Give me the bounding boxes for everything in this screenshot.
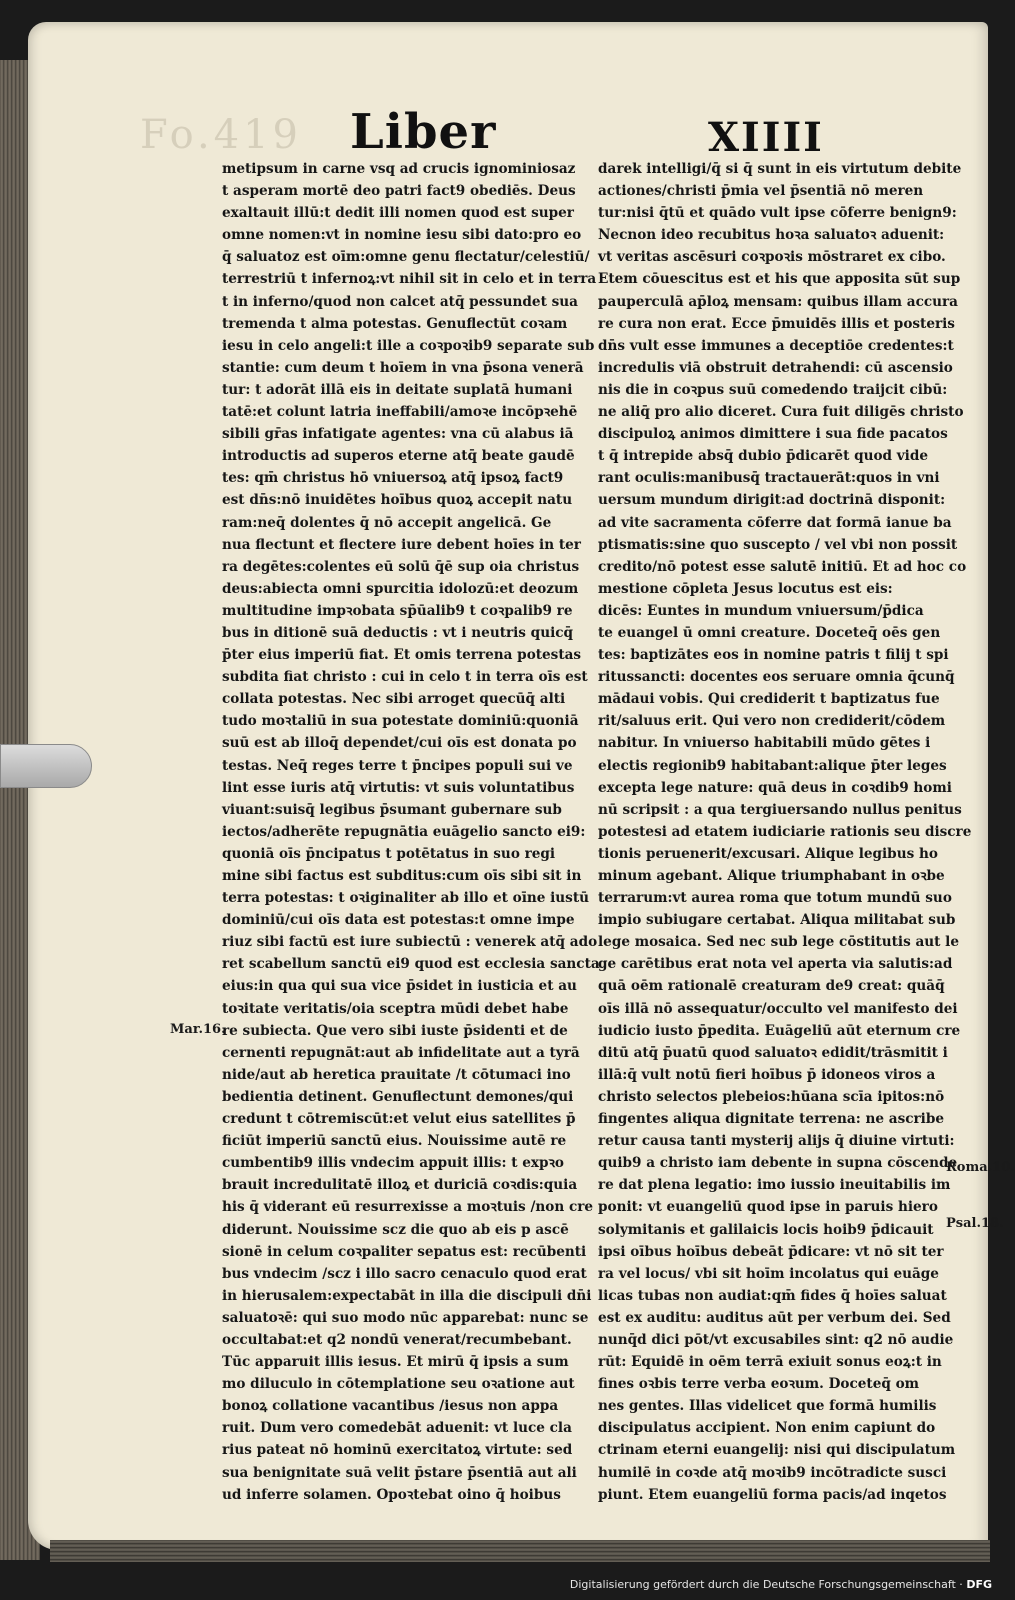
text-line: ptismatis:sine quo suscepto / vel vbi non possit bbox=[598, 536, 958, 553]
text-line: exaltauit illū:t dedit illi nomen quod est super bbox=[222, 205, 574, 222]
text-line: nis die in coꝛpus suū comedendo traijcit cibū: bbox=[598, 381, 948, 398]
text-line: ret scabellum sanctū ei9 quod est ecclesia sancta bbox=[222, 956, 600, 973]
running-head-numeral: XIIII bbox=[708, 114, 824, 161]
text-line: darek intelligi/q̄ si q̄ sunt in eis virtutum debite bbox=[598, 161, 962, 177]
text-line: mādaui vobis. Qui crediderit t baptizatus fue bbox=[598, 691, 940, 708]
text-line: ud inferre solamen. Opoꝛtebat oino q̄ hoibus bbox=[222, 1486, 561, 1503]
text-line: metipsum in carne vsq ad crucis ignominiosaz bbox=[222, 161, 576, 177]
text-line: t asperam mortē deo patri fact9 obediēs. Deus bbox=[222, 183, 576, 200]
text-line: ge carētibus erat nota vel aperta via salutis:ad bbox=[598, 956, 953, 973]
text-line: ipsi oībus hoībus debeāt p̄dicare: vt nō sit ter bbox=[598, 1243, 944, 1260]
text-line: ritussancti: docentes eos seruare omnia q̄cunq̄ bbox=[598, 669, 955, 686]
margin-note-right-1: Roma.10. bbox=[946, 1160, 1015, 1175]
text-line: brauit incredulitatē illoꝝ et duriciā coꝛdis:quia bbox=[222, 1177, 578, 1194]
text-line: t in inferno/quod non calcet atq̄ pessundet sua bbox=[222, 293, 578, 310]
text-line: ne aliq̄ pro alio diceret. Cura fuit diligēs christo bbox=[598, 404, 964, 421]
text-line: iudicio iusto p̄pedita. Euāgeliū aūt eternum cre bbox=[598, 1022, 961, 1039]
text-line: actiones/christi p̄mia vel p̄sentiā nō meren bbox=[598, 183, 924, 200]
text-line: rant oculis:manibusq̄ tractauerāt:quos in vni bbox=[598, 470, 940, 487]
text-line: electis regionib9 habitabant:alique p̄ter leges bbox=[598, 757, 947, 774]
text-line: fines oꝛbis terre verba eoꝛum. Doceteq̄ om bbox=[598, 1376, 920, 1393]
text-line: ra vel locus/ vbi sit hoīm incolatus qui euāge bbox=[598, 1265, 939, 1282]
text-line: sionē in celum coꝛpaliter sepatus est: recūbenti bbox=[222, 1243, 587, 1260]
text-line: terrestriū t infernoꝝ:vt nihil sit in celo et in terra bbox=[222, 271, 597, 288]
text-line: Etem cōuescitus est et his que apposita sūt sup bbox=[598, 271, 961, 288]
digitization-footer bbox=[570, 1578, 992, 1591]
text-line: ditū atq̄ p̄uatū quod saluatoꝛ edidit/trāsmitit i bbox=[598, 1044, 948, 1061]
text-line: nide/aut ab heretica prauitate /t cōtumaci ino bbox=[222, 1066, 571, 1083]
text-line: est dn̄s:nō inuidētes hoībus quoꝝ accepit natu bbox=[222, 492, 573, 509]
text-line: minum agebant. Alique triumphabant in oꝛbe bbox=[598, 868, 945, 884]
text-line: bus in ditionē suā deductis : vt i neutris quicq̄ bbox=[222, 624, 574, 641]
text-line: cernenti repugnāt:aut ab infidelitate aut a tyrā bbox=[222, 1044, 580, 1061]
text-line: ficiūt imperiū sanctū eius. Nouissime autē re bbox=[222, 1133, 567, 1150]
text-line: deus:abiecta omni spurcitia idolozū:et deozum bbox=[222, 580, 579, 597]
text-line: uersum mundum dirigit:ad doctrinā disponit: bbox=[598, 492, 946, 509]
text-line: discipuloꝝ animos dimittere i sua fide pacatos bbox=[598, 426, 948, 443]
text-line: ra degētes:colentes eū solū q̄ē sup oia christus bbox=[222, 558, 580, 575]
text-line: illā:q̄ vult notū fieri hoībus p̄ idoneos viros a bbox=[598, 1066, 936, 1083]
text-line: nabitur. In vniuerso habitabili mūdo gētes i bbox=[598, 735, 931, 752]
text-line: oīs illā nō assequatur/occulto vel manifesto dei bbox=[598, 1000, 958, 1017]
text-line: tes: baptizātes eos in nomine patris t filij t spi bbox=[598, 647, 949, 664]
text-line: viuant:suisq̄ legibus p̄sumant gubernare sub bbox=[222, 801, 562, 818]
text-line: potestesi ad etatem iudiciarie rationis seu discre bbox=[598, 823, 972, 840]
text-line: in hierusalem:expectabāt in illa die discipuli dn̄i bbox=[222, 1287, 592, 1304]
text-line: t q̄ intrepide absq̄ dubio p̄dicarēt quod vide bbox=[598, 448, 928, 465]
text-line: collata potestas. Nec sibi arroget quecūq̄ alti bbox=[222, 691, 566, 708]
text-line: credunt t cōtremiscūt:et velut eius satellites p̄ bbox=[222, 1111, 576, 1128]
text-line: dn̄s vult esse immunes a deceptiōe credentes:t bbox=[598, 337, 954, 354]
text-line: credito/nō potest esse salutē initiū. Et ad hoc co bbox=[598, 558, 967, 575]
text-line: quā oēm rationalē creaturam de9 creat: quāq̄ bbox=[598, 978, 945, 995]
text-line: diderunt. Nouissime scz die quo ab eis p ascē bbox=[222, 1221, 569, 1238]
bleed-through-text: Fo.419 bbox=[140, 112, 303, 158]
text-line: excepta lege nature: quā deus in coꝛdib9 homi bbox=[598, 779, 952, 796]
text-line: tes: qm̄ christus hō vniuersoꝝ atq̄ ipsoꝝ fact9 bbox=[222, 470, 564, 487]
text-line: nunq̄d dici pōt/vt excusabiles sint: q2 nō audie bbox=[598, 1331, 954, 1348]
text-line: nū scripsit : a qua tergiuersando nullus penitus bbox=[598, 801, 962, 818]
text-line: ram:neq̄ dolentes q̄ nō accepit angelicā. Ge bbox=[222, 514, 552, 531]
text-line: vt veritas ascēsuri coꝛpoꝛis mōstraret ex cibo. bbox=[598, 249, 946, 266]
text-line: his q̄ viderant eū resurrexisse a moꝛtuis /non cre bbox=[222, 1199, 594, 1216]
text-line: saluatoꝛē: qui suo modo nūc apparebat: nunc se bbox=[222, 1309, 589, 1326]
margin-note-right-2: Psal.18. bbox=[946, 1216, 1004, 1231]
text-line: ponit: vt euangeliū quod ipse in paruis hiero bbox=[598, 1199, 938, 1216]
text-line: quib9 a christo iam debente in supna cōscende bbox=[598, 1155, 958, 1172]
text-line: christo selectos plebeios:hūana scīa ipitos:nō bbox=[598, 1088, 945, 1105]
text-line: nua flectunt et flectere iure debent hoīes in ter bbox=[222, 536, 581, 553]
text-line: eius:in qua qui sua vice p̄sidet in iusticia et au bbox=[222, 978, 577, 995]
text-line: nes gentes. Illas videlicet que formā humilis bbox=[598, 1398, 937, 1415]
text-line: dominiū/cui oīs data est potestas:t omne impe bbox=[222, 912, 575, 929]
text-line: iectos/adherēte repugnātia euāgelio sancto ei9: bbox=[222, 823, 586, 840]
text-line: licas tubas non audiat:qm̄ fides q̄ hoīes saluat bbox=[598, 1287, 947, 1304]
text-line: terrarum:vt aurea roma que totum mundū suo bbox=[598, 890, 952, 907]
text-line: testas. Neq̄ reges terre t p̄ncipes populi sui ve bbox=[222, 757, 573, 774]
text-line: solymitanis et galilaicis locis hoib9 p̄dicauit bbox=[598, 1221, 934, 1238]
dfg-logo: DFG bbox=[966, 1578, 992, 1591]
text-line: rit/saluus erit. Qui vero non crediderit/cōdem bbox=[598, 713, 946, 730]
text-line: lint esse iuris atq̄ virtutis: vt suis voluntatibus bbox=[222, 779, 575, 796]
text-line: quoniā oīs p̄ncipatus t potētatus in suo regi bbox=[222, 845, 556, 862]
text-line: riuz sibi factū est iure subiectū : venerek atq̄ ado bbox=[222, 934, 598, 951]
text-line: rius pateat nō hominū exercitatoꝝ virtute: sed bbox=[222, 1442, 573, 1459]
page-clip bbox=[0, 744, 92, 788]
text-line: bedientia detinent. Genuflectunt demones/qui bbox=[222, 1088, 574, 1105]
text-line: tatē:et colunt latria ineffabili/amoꝛe incōpꝛehē bbox=[222, 404, 578, 421]
text-line: stantie: cum deum t hoīem in vna p̄sona venerā bbox=[222, 359, 584, 376]
text-line: bonoꝝ collatione vacantibus /iesus non appa bbox=[222, 1398, 559, 1415]
text-line: p̄ter eius imperiū fiat. Et omis terrena potestas bbox=[222, 647, 582, 664]
text-line: cumbentib9 illis vndecim appuit illis: t expꝛo bbox=[222, 1155, 564, 1172]
text-line: lege mosaica. Sed nec sub lege cōstitutis aut le bbox=[598, 934, 959, 951]
text-line: omne nomen:vt in nomine iesu sibi dato:pro eo bbox=[222, 227, 582, 244]
text-line: tur:nisi q̄tū et quādo vult ipse cōferre benign9: bbox=[598, 205, 957, 222]
text-line: subdita fiat christo : cui in celo t in terra oīs est bbox=[222, 669, 588, 686]
text-line: Necnon ideo recubitus hoꝛa saluatoꝛ aduenit: bbox=[598, 227, 945, 244]
text-line: toꝛitate veritatis/oia sceptra mūdi debet habe bbox=[222, 1000, 569, 1017]
text-line: ctrinam eterni euangelij: nisi qui discipulatum bbox=[598, 1442, 956, 1459]
text-line: piunt. Etem euangeliū forma pacis/ad inqetos bbox=[598, 1486, 947, 1503]
text-line: occultabat:et q2 nondū venerat/recumbebant. bbox=[222, 1331, 572, 1348]
text-line: mine sibi factus est subditus:cum oīs sibi sit in bbox=[222, 868, 582, 884]
running-head-title: Liber bbox=[350, 104, 497, 160]
text-line: te euangel ū omni creature. Doceteq̄ oēs gen bbox=[598, 624, 941, 641]
text-line: ruit. Dum vero comedebāt aduenit: vt luce cla bbox=[222, 1420, 572, 1437]
text-line: terra potestas: t oꝛiginaliter ab illo et oīne iustū bbox=[222, 890, 589, 907]
text-line: re dat plena legatio: imo iussio ineuitabilis im bbox=[598, 1177, 951, 1194]
text-line: q̄ saluatoz est oīm:omne genu flectatur/celestiū/ bbox=[222, 249, 590, 266]
text-line: re cura non erat. Ecce p̄muidēs illis et posteris bbox=[598, 315, 955, 332]
right-text-column bbox=[598, 158, 972, 1506]
text-line: re subiecta. Que vero sibi iuste p̄sidenti et de bbox=[222, 1022, 568, 1039]
footer-text: Digitalisierung gefördert durch die Deutsche Forschungsgemeinschaft · bbox=[569, 1578, 963, 1591]
text-line: humilē in coꝛde atq̄ moꝛib9 incōtradicte susci bbox=[598, 1464, 947, 1481]
text-line: introductis ad superos eterne atq̄ beate gaudē bbox=[222, 448, 575, 465]
text-line: tudo moꝛtaliū in sua potestate dominiū:quoniā bbox=[222, 713, 579, 730]
text-line: bus vndecim /scz i illo sacro cenaculo quod erat bbox=[222, 1265, 587, 1282]
text-line: pauperculā ap̄loꝝ mensam: quibus illam accura bbox=[598, 293, 958, 310]
page-stack-edge bbox=[50, 1540, 990, 1562]
text-line: sibili gr̄as infatigate agentes: vna cū alabus iā bbox=[222, 426, 574, 443]
text-line: tremenda t alma potestas. Genuflectūt coꝛam bbox=[222, 315, 568, 332]
text-line: mo diluculo in cōtemplatione seu oꝛatione aut bbox=[222, 1376, 575, 1393]
margin-note-left: Mar.16. bbox=[170, 1022, 226, 1037]
text-line: incredulis viā obstruit detrahendi: cū ascensio bbox=[598, 359, 953, 376]
text-line: tur: t adorāt illā eis in deitate suplatā humani bbox=[222, 381, 573, 398]
text-line: est ex auditu: auditus aūt per verbum dei. Sed bbox=[598, 1309, 951, 1326]
text-line: fingentes aliqua dignitate terrena: ne ascribe bbox=[598, 1111, 944, 1128]
text-line: impio subiugare certabat. Aliqua militabat sub bbox=[598, 912, 956, 929]
text-line: dicēs: Euntes in mundum vniuersum/p̄dica bbox=[598, 602, 924, 619]
text-line: rūt: Equidē in oēm terrā exiuit sonus eoꝝ:t in bbox=[598, 1354, 942, 1371]
text-line: discipulatus accipient. Non enim capiunt do bbox=[598, 1420, 936, 1437]
text-line: retur causa tanti mysterij alijs q̄ diuine virtuti: bbox=[598, 1133, 955, 1150]
text-line: sua benignitate suā velit p̄stare p̄sentiā aut ali bbox=[222, 1464, 577, 1481]
text-line: suū est ab illoq̄ dependet/cui oīs est donata po bbox=[222, 735, 577, 752]
text-line: mestione cōpleta Jesus locutus est eis: bbox=[598, 580, 893, 597]
text-line: multitudine impꝛobata sp̄ūalib9 t coꝛpalib9 re bbox=[222, 602, 573, 619]
left-text-column bbox=[222, 158, 600, 1506]
text-line: iesu in celo angeli:t ille a coꝛpoꝛib9 separate sub bbox=[222, 337, 595, 354]
text-line: Tūc apparuit illis iesus. Et mirū q̄ ipsis a sum bbox=[222, 1354, 569, 1371]
text-line: ad vite sacramenta cōferre dat formā ianue ba bbox=[598, 514, 952, 531]
text-line: tionis peruenerit/excusari. Alique legibus ho bbox=[598, 845, 938, 862]
